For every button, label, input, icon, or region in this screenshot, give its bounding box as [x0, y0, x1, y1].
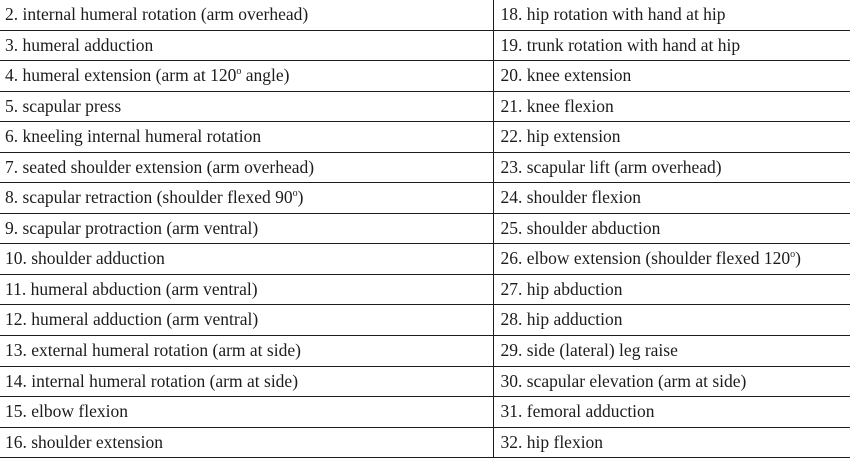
- table-cell-left: 15. elbow flexion: [0, 397, 493, 428]
- degree-superscript: o: [292, 188, 298, 200]
- table-cell-left: 10. shoulder adduction: [0, 244, 493, 275]
- table-cell-left: 2. internal humeral rotation (arm overhead): [0, 0, 493, 30]
- table-cell-left: [0, 183, 493, 214]
- table-row: [0, 427, 850, 458]
- cell-text-after: angle): [241, 65, 290, 86]
- cell-text: 8. scapular retraction (shoulder flexed 90: [5, 187, 293, 208]
- table-cell-right: 31. femoral adduction: [493, 397, 850, 428]
- cell-text-after: ): [795, 248, 801, 269]
- table-cell-left: 13. external humeral rotation (arm at side): [0, 335, 493, 366]
- table-row: [0, 397, 850, 428]
- table-row: [0, 122, 850, 153]
- table-row: [0, 213, 850, 244]
- table-row: [0, 335, 850, 366]
- cell-text: 4. humeral extension (arm at 120: [5, 65, 237, 86]
- table-cell-right: 19. trunk rotation with hand at hip: [493, 30, 850, 61]
- table-cell-right: 28. hip adduction: [493, 305, 850, 336]
- table-row: [0, 183, 850, 214]
- table-cell-right: 21. knee flexion: [493, 91, 850, 122]
- table-cell-right: 23. scapular lift (arm overhead): [493, 152, 850, 183]
- table-row: [0, 91, 850, 122]
- table-row: [0, 305, 850, 336]
- table-cell-left: 16. shoulder extension: [0, 427, 493, 458]
- table-row: [0, 61, 850, 92]
- cell-text-after: ): [297, 187, 304, 208]
- table-cell-right: [493, 244, 850, 275]
- table-row: [0, 274, 850, 305]
- table-cell-left: 9. scapular protraction (arm ventral): [0, 213, 493, 244]
- degree-superscript: o: [790, 249, 796, 261]
- table-cell-left: 12. humeral adduction (arm ventral): [0, 305, 493, 336]
- table-row: [0, 152, 850, 183]
- table-cell-left: 11. humeral abduction (arm ventral): [0, 274, 493, 305]
- table-cell-left: 5. scapular press: [0, 91, 493, 122]
- table-cell-right: 29. side (lateral) leg raise: [493, 335, 850, 366]
- table-cell-right: 24. shoulder flexion: [493, 183, 850, 214]
- table-cell-left: 6. kneeling internal humeral rotation: [0, 122, 493, 153]
- table-cell-right: 22. hip extension: [493, 122, 850, 153]
- table-cell-right: 30. scapular elevation (arm at side): [493, 366, 850, 397]
- table-cell-right: 20. knee extension: [493, 61, 850, 92]
- cell-text: 26. elbow extension (shoulder flexed 120: [500, 248, 791, 269]
- table-cell-left: 7. seated shoulder extension (arm overhead): [0, 152, 493, 183]
- table-cell-left: [0, 61, 493, 92]
- table-cell-right: 25. shoulder abduction: [493, 213, 850, 244]
- table-row: [0, 30, 850, 61]
- table-cell-right: 27. hip abduction: [493, 274, 850, 305]
- table-cell-right: 18. hip rotation with hand at hip: [493, 0, 850, 30]
- table-row: [0, 0, 850, 30]
- table-cell-left: 14. internal humeral rotation (arm at side): [0, 366, 493, 397]
- table-cell-left: 3. humeral adduction: [0, 30, 493, 61]
- table-cell-right: 32. hip flexion: [493, 427, 850, 458]
- table-row: [0, 244, 850, 275]
- table-row: [0, 366, 850, 397]
- degree-superscript: o: [236, 66, 242, 78]
